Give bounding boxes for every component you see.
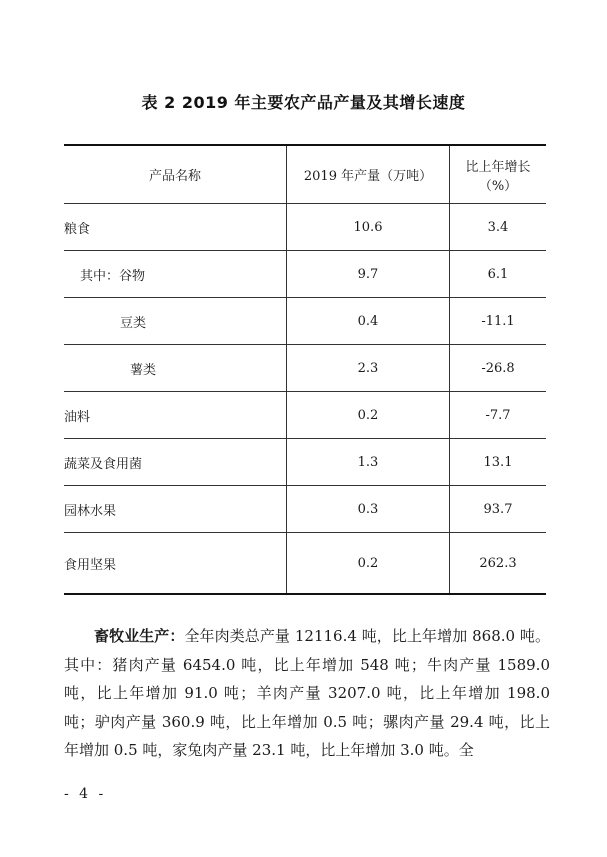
header-growth: 比上年增长（%）: [450, 145, 547, 204]
row-production: 0.3: [287, 486, 450, 533]
row-production: 0.4: [287, 298, 450, 345]
table-row: [64, 486, 546, 533]
row-name: 薯类: [64, 345, 287, 392]
table-row: [64, 345, 546, 392]
row-name: 豆类: [64, 298, 287, 345]
row-growth: -7.7: [450, 392, 547, 439]
row-growth: -26.8: [450, 345, 547, 392]
paragraph-lead: 畜牧业生产：: [94, 627, 185, 645]
row-growth: 13.1: [450, 439, 547, 486]
row-production: 0.2: [287, 533, 450, 595]
row-growth: 93.7: [450, 486, 547, 533]
row-production: 0.2: [287, 392, 450, 439]
paragraph-text: 全年肉类总产量 12116.4 吨，比上年增加 868.0 吨。其中：猪肉产量 6454.0 吨，比上年增加 548 吨；牛肉产量 1589.0 吨，比上年增加 91.0 吨；羊肉产量 3207.0 吨，比上年增加 198.0 吨；驴肉产量 360.9 吨，比上年增加 0.5 吨；骡肉产量 29.4 吨，比上年增加 0.5 吨，家兔肉产量 23.1 吨，比上年增加 3.0 吨。全: [64, 627, 550, 760]
table-row: [64, 439, 546, 486]
page-number: - 4 -: [64, 786, 107, 802]
row-production: 9.7: [287, 251, 450, 298]
row-name: 食用坚果: [64, 533, 287, 595]
table-row: [64, 251, 546, 298]
table-header-row: [64, 145, 546, 204]
production-table: [64, 144, 546, 595]
livestock-paragraph: [64, 622, 550, 765]
table-row: [64, 533, 546, 595]
row-name: 油料: [64, 392, 287, 439]
row-production: 10.6: [287, 204, 450, 251]
header-product-name: 产品名称: [148, 169, 201, 184]
row-growth: 262.3: [450, 533, 547, 595]
row-name: 园林水果: [64, 486, 287, 533]
table-row: [64, 392, 546, 439]
row-growth: -11.1: [450, 298, 547, 345]
row-name: 粮食: [64, 204, 287, 251]
table-row: [64, 204, 546, 251]
row-production: 2.3: [287, 345, 450, 392]
table-row: [64, 298, 546, 345]
table-title: 表 2 2019 年主要农产品产量及其增长速度: [141, 93, 466, 112]
row-growth: 3.4: [450, 204, 547, 251]
row-name: 蔬菜及食用菌: [64, 439, 287, 486]
row-production: 1.3: [287, 439, 450, 486]
row-growth: 6.1: [450, 251, 547, 298]
row-name: 其中：谷物: [64, 251, 287, 298]
header-production: 2019 年产量（万吨）: [287, 145, 450, 204]
